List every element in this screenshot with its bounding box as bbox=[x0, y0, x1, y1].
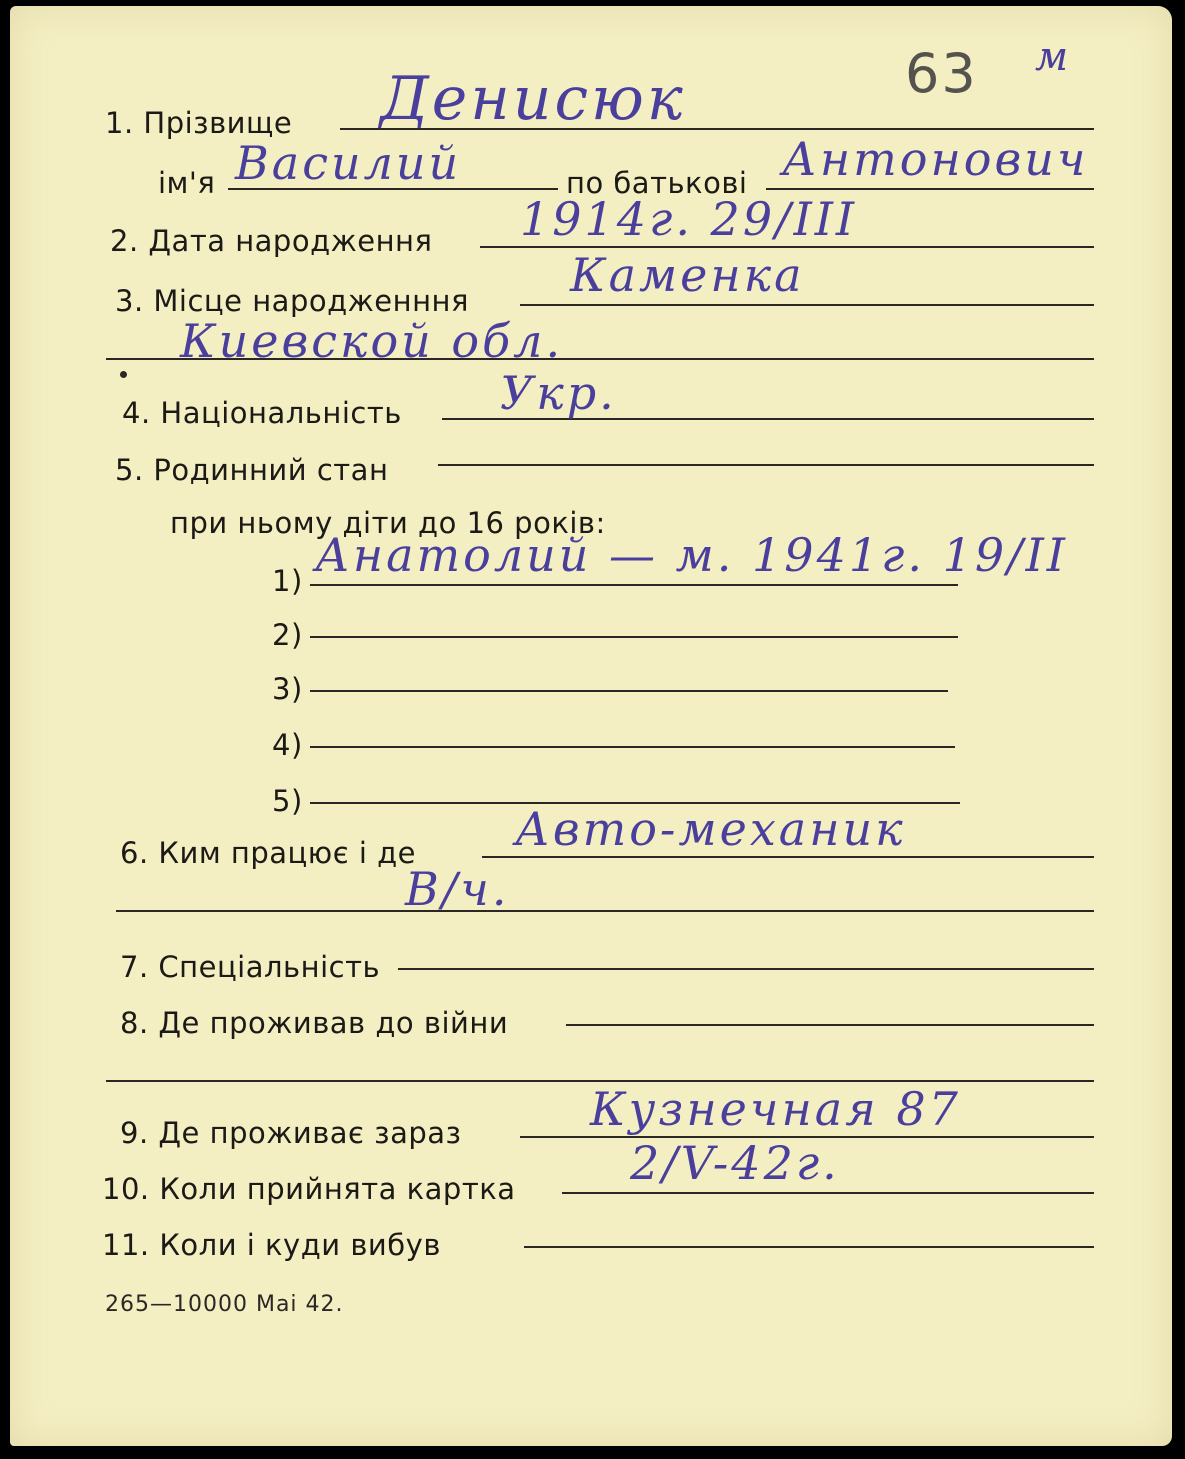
line-occupation bbox=[482, 856, 1094, 858]
label-surname: 1. Прізвище bbox=[105, 106, 293, 140]
label-specialty: 7. Спеціальність bbox=[120, 950, 381, 984]
child-number-2: 2) bbox=[272, 618, 303, 652]
line-marital-status bbox=[438, 464, 1094, 466]
entry-card-date: 2/V-42г. bbox=[630, 1136, 840, 1190]
label-current-address: 9. Де проживає зараз bbox=[120, 1116, 462, 1150]
entry-birth-place-2: Киевской обл. bbox=[180, 314, 564, 368]
line-card-date bbox=[562, 1192, 1094, 1194]
entry-patronymic: Антонович bbox=[782, 132, 1089, 186]
entry-current-address: Кузнечная 87 bbox=[590, 1082, 961, 1136]
entry-birth-date: 1914г. 29/III bbox=[520, 192, 858, 246]
label-first-name: ім'я bbox=[158, 166, 216, 200]
line-birth-place bbox=[520, 304, 1094, 306]
label-nationality: 4. Національність bbox=[122, 396, 402, 430]
line-specialty bbox=[398, 968, 1094, 970]
pencil-mark: м bbox=[1035, 34, 1072, 80]
label-marital-status: 5. Родинний стан bbox=[115, 453, 389, 487]
line-prewar-address bbox=[566, 1024, 1094, 1026]
line-child-2 bbox=[310, 636, 958, 638]
label-patronymic: по батькові bbox=[566, 166, 748, 200]
registration-card bbox=[10, 6, 1172, 1446]
entry-child-1: Анатолий — м. 1941г. 19/II bbox=[315, 528, 1068, 582]
line-departure bbox=[524, 1246, 1094, 1248]
child-number-1: 1) bbox=[272, 564, 303, 598]
label-occupation: 6. Ким працює і де bbox=[120, 836, 417, 870]
label-departure: 11. Коли і куди вибув bbox=[102, 1228, 441, 1262]
line-child-1 bbox=[310, 584, 958, 586]
entry-nationality: Укр. bbox=[500, 366, 617, 420]
pencil-number: 63 bbox=[905, 42, 978, 105]
label-card-date: 10. Коли прийнята картка bbox=[102, 1172, 516, 1206]
child-number-5: 5) bbox=[272, 784, 303, 818]
label-birth-place: 3. Місце народженння bbox=[115, 284, 469, 318]
ink-dot bbox=[120, 371, 127, 378]
child-number-3: 3) bbox=[272, 672, 303, 706]
label-children: при ньому діти до 16 років: bbox=[170, 506, 606, 540]
print-footer: 265—10000 Mai 42. bbox=[105, 1292, 344, 1317]
entry-occupation-2: В/ч. bbox=[405, 862, 510, 916]
entry-occupation-1: Авто-механик bbox=[515, 802, 906, 856]
entry-birth-place-1: Каменка bbox=[570, 248, 805, 302]
line-child-4 bbox=[310, 746, 955, 748]
line-child-3 bbox=[310, 690, 948, 692]
label-prewar-address: 8. Де проживав до війни bbox=[120, 1006, 509, 1040]
line-patronymic bbox=[766, 188, 1094, 190]
child-number-4: 4) bbox=[272, 728, 303, 762]
line-occupation-2 bbox=[116, 910, 1094, 912]
label-birth-date: 2. Дата народження bbox=[110, 224, 433, 258]
entry-surname: Денисюк bbox=[380, 64, 686, 134]
entry-first-name: Василий bbox=[235, 136, 462, 190]
